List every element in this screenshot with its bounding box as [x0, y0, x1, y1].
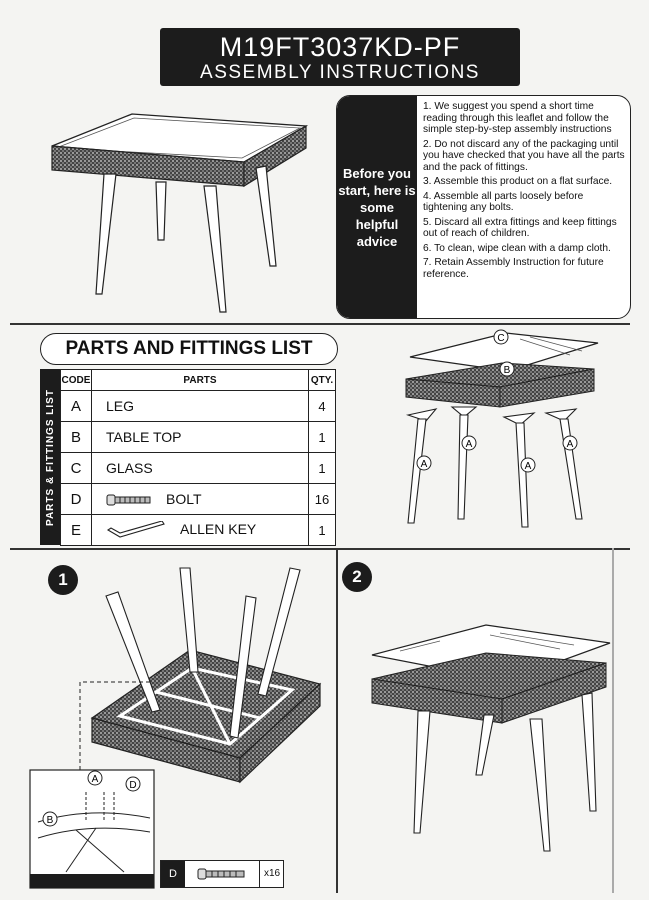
leg-label: A [524, 461, 532, 472]
advice-box [336, 95, 631, 319]
part-qty: 4 [309, 391, 336, 422]
bolt-strip-code: D [161, 861, 185, 887]
leg-label: A [465, 439, 473, 450]
part-name-cell [92, 484, 309, 515]
bolt-icon [106, 493, 152, 507]
advice-item: 5. Discard all extra fittings and keep fittings out of reach of children. [423, 216, 617, 239]
allen-key-icon [106, 521, 166, 539]
tabletop-label: B [503, 365, 511, 376]
part-code: C [61, 453, 92, 484]
exploded-view-illustration [400, 325, 610, 537]
part-name: LEG [92, 391, 309, 422]
advice-item: 6. To clean, wipe clean with a damp cloth. [423, 242, 611, 254]
table-row [61, 484, 336, 515]
header-parts: PARTS [92, 370, 309, 391]
bolt-strip-quantity: x16 [259, 861, 284, 887]
step-2-number: 2 [342, 562, 372, 592]
detail-bolt-label: D [129, 780, 137, 791]
document-header [160, 28, 520, 86]
section-divider [10, 548, 630, 550]
advice-item: 3. Assemble this product on a flat surface. [423, 176, 613, 187]
part-qty: 1 [309, 515, 336, 546]
header-code: CODE [61, 370, 92, 391]
page-edge-line [612, 548, 614, 893]
parts-side-label-text: PARTS & FITTINGS LIST [44, 388, 56, 526]
part-name: BOLT [166, 490, 202, 507]
parts-table [60, 369, 336, 546]
leg-label: A [420, 459, 428, 470]
detail-leg-label: A [91, 774, 99, 785]
table-row [61, 515, 336, 546]
bolt-icon [197, 867, 247, 881]
advice-item: 1. We suggest you spend a short time reading through this leaflet and follow the simple step-by-step assembly instructions [423, 101, 612, 135]
step-1-illustration [20, 560, 335, 895]
table-illustration [44, 108, 314, 318]
leg-label: A [566, 439, 574, 450]
advice-label: Before you start, here is some helpful advice [337, 96, 417, 318]
bolt-quantity-strip [160, 860, 284, 888]
part-qty: 16 [309, 484, 336, 515]
parts-table-header [61, 370, 336, 391]
part-name-cell [92, 515, 309, 546]
part-qty: 1 [309, 422, 336, 453]
table-row [61, 391, 336, 422]
step-1-number: 1 [48, 565, 78, 595]
document-title: ASSEMBLY INSTRUCTIONS [200, 62, 480, 83]
advice-list [423, 101, 627, 283]
step-2-illustration [360, 615, 612, 865]
parts-list-title: PARTS AND FITTINGS LIST [40, 333, 338, 365]
advice-item: 7. Retain Assembly Instruction for future reference. [423, 257, 604, 280]
parts-side-label [40, 369, 60, 545]
part-code: A [61, 391, 92, 422]
advice-item: 4. Assemble all parts loosely before tightening any bolts. [423, 190, 584, 213]
part-code: B [61, 422, 92, 453]
part-name: TABLE TOP [92, 422, 309, 453]
advice-item: 2. Do not discard any of the packaging until you have checked that you have all the parts and the pack of fittings. [423, 138, 625, 173]
table-row [61, 453, 336, 484]
table-row [61, 422, 336, 453]
header-qty: QTY. [309, 370, 336, 391]
model-code: M19FT3037KD-PF [219, 32, 461, 62]
column-divider [336, 548, 338, 893]
detail-top-label: B [46, 815, 54, 826]
part-name: ALLEN KEY [180, 520, 257, 537]
part-code: E [61, 515, 92, 546]
glass-label: C [497, 333, 505, 344]
part-name: GLASS [92, 453, 309, 484]
part-qty: 1 [309, 453, 336, 484]
part-code: D [61, 484, 92, 515]
